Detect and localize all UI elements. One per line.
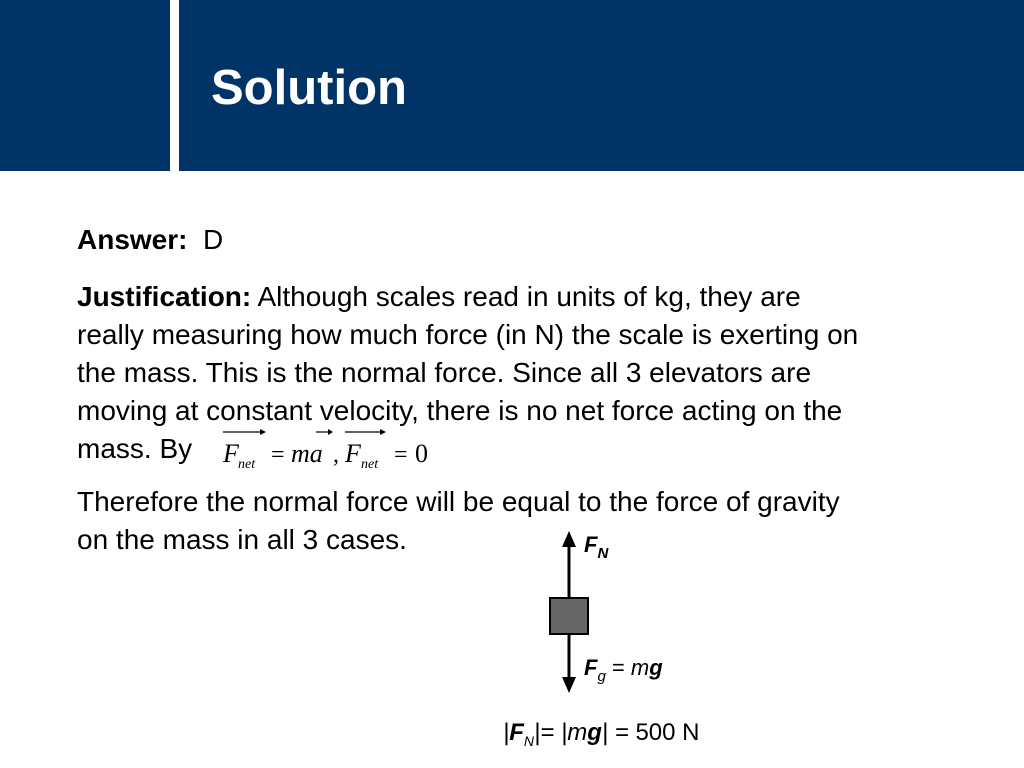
mass-symbol: m bbox=[630, 655, 650, 680]
conclusion-paragraph bbox=[77, 483, 840, 559]
formula-f: F bbox=[223, 439, 239, 468]
justification-line: really measuring how much force (in N) the scale is exerting on bbox=[77, 319, 859, 350]
gravity-force-label bbox=[584, 655, 663, 685]
answer-line bbox=[77, 221, 223, 259]
justification-text: Although scales read in units of kg, they are bbox=[251, 281, 801, 312]
vector-arrowhead-icon bbox=[380, 429, 386, 435]
force-subscript: N bbox=[523, 733, 535, 749]
vector-arrowhead-icon bbox=[328, 429, 333, 435]
formula-comma: , bbox=[333, 442, 339, 468]
formula-zero: 0 bbox=[415, 439, 428, 468]
formula-equals: = bbox=[271, 442, 285, 468]
justification-line: the mass. This is the normal force. Since all 3 elevators are bbox=[77, 357, 812, 388]
formula-subscript: net bbox=[361, 457, 379, 472]
force-symbol: F bbox=[584, 655, 598, 680]
slide-header bbox=[0, 0, 1024, 171]
conclusion-line: Therefore the normal force will be equal to the force of gravity bbox=[77, 486, 840, 517]
net-force-formula bbox=[220, 424, 440, 474]
equals-sign: = bbox=[605, 655, 631, 680]
conclusion-line: on the mass in all 3 cases. bbox=[77, 524, 407, 555]
arrowhead-down-icon bbox=[562, 677, 576, 693]
formula-ma: ma bbox=[291, 439, 323, 468]
justification-line bbox=[77, 278, 858, 316]
formula-f: F bbox=[345, 439, 361, 468]
mass-block bbox=[550, 598, 588, 634]
force-symbol: F bbox=[584, 532, 598, 557]
answer-value: D bbox=[203, 224, 224, 255]
vector-arrowhead-icon bbox=[260, 429, 266, 435]
abs-bar: | bbox=[503, 719, 510, 746]
abs-bar: | = bbox=[601, 719, 636, 746]
abs-bar: |= | bbox=[534, 719, 568, 746]
arrowhead-up-icon bbox=[562, 531, 576, 547]
justification-line: mass. By bbox=[77, 433, 193, 464]
mass-symbol: m bbox=[567, 719, 588, 746]
justification-line: moving at constant velocity, there is no net force acting on the bbox=[77, 395, 843, 426]
slide-title: Solution bbox=[211, 61, 407, 115]
formula-subscript: net bbox=[238, 457, 256, 472]
justification-label: Justification: bbox=[77, 281, 252, 312]
gravity-symbol: g bbox=[649, 655, 663, 680]
formula-equals: = bbox=[394, 442, 408, 468]
force-subscript: N bbox=[597, 545, 609, 562]
force-symbol: F bbox=[509, 719, 524, 746]
justification-paragraph bbox=[77, 278, 858, 468]
gravity-symbol: g bbox=[587, 719, 602, 746]
force-subscript: g bbox=[597, 668, 606, 685]
header-divider bbox=[170, 0, 179, 171]
force-value: 500 N bbox=[635, 719, 700, 746]
answer-label: Answer: bbox=[77, 224, 188, 255]
force-magnitude-equation bbox=[503, 719, 700, 747]
normal-force-label bbox=[584, 532, 609, 562]
